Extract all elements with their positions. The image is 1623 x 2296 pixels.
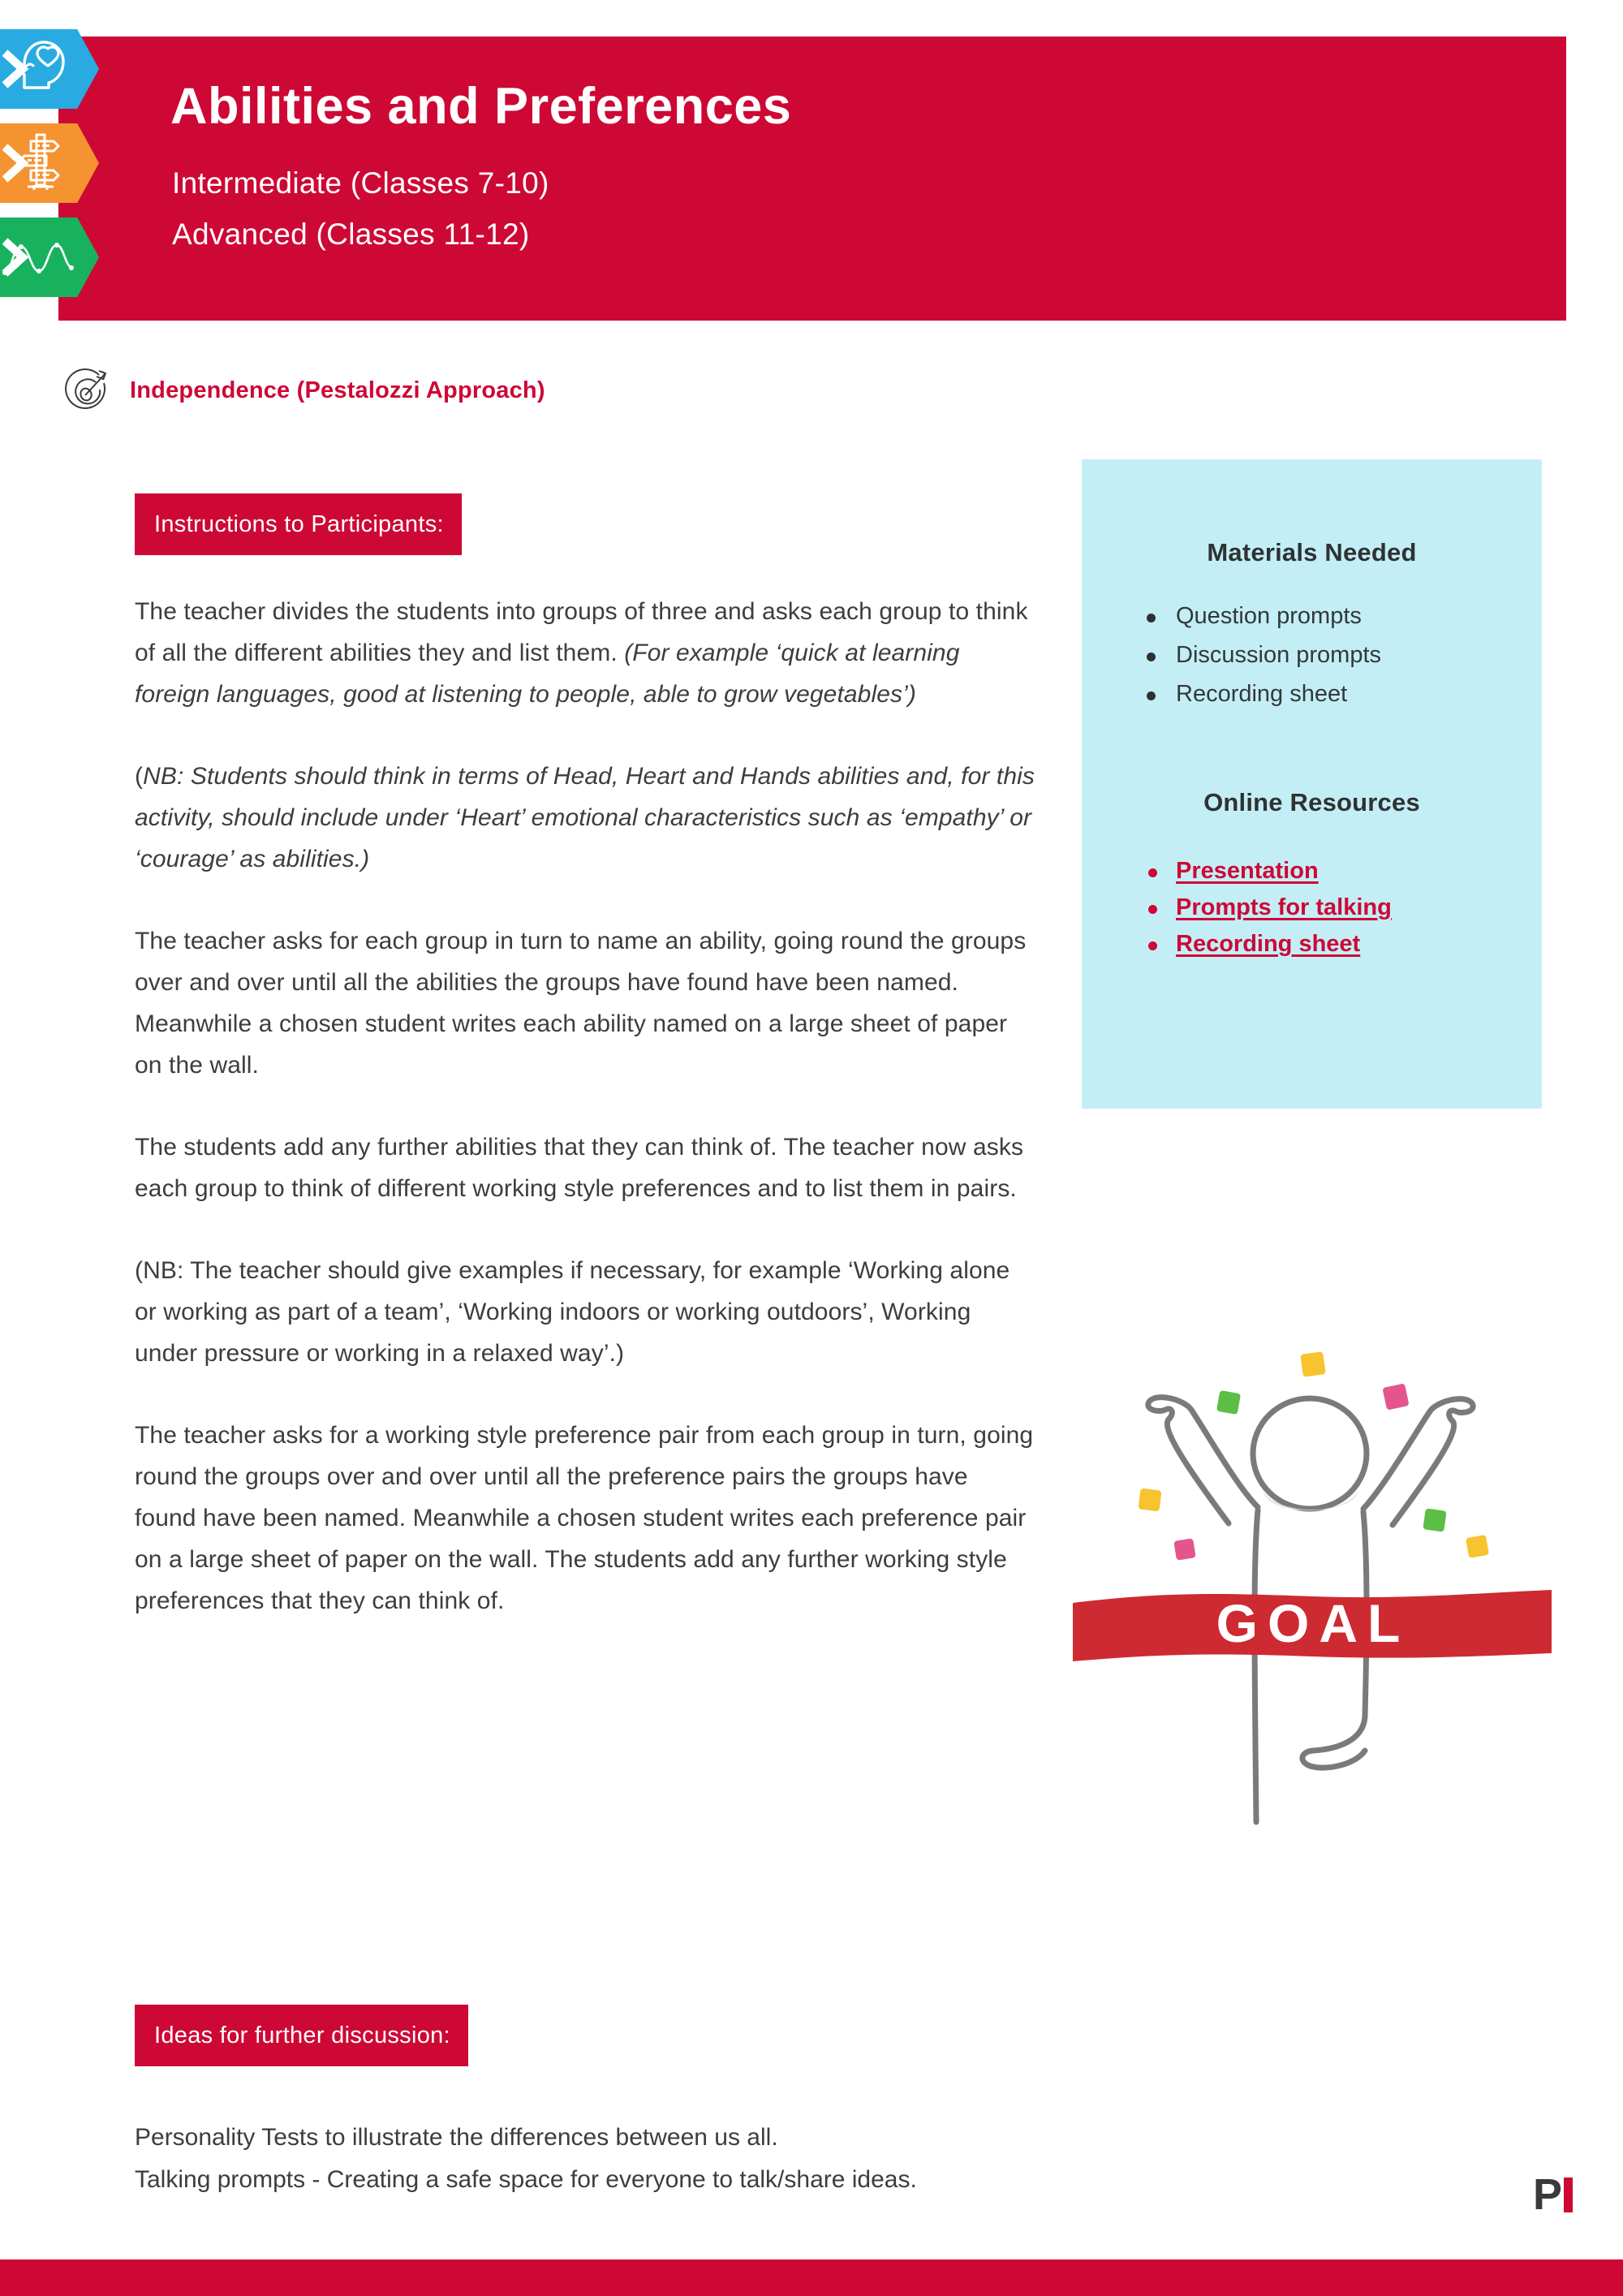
list-item: Question prompts (1176, 597, 1542, 635)
paragraph-5: (NB: The teacher should give examples if necessary, for example ‘Working alone or working as part of a team’, ‘Working indoors or working outdoors’, Working under pressure or working in a relaxed way’.) (135, 1257, 1010, 1367)
list-item: Recording sheet (1176, 674, 1542, 713)
section-heading-label: Independence (Pestalozzi Approach) (130, 377, 545, 403)
list-item: Discussion prompts (1176, 635, 1542, 674)
online-resources-heading: Online Resources (1203, 788, 1420, 816)
discussion-line-1: Personality Tests to illustrate the differences between us all. (135, 2124, 778, 2151)
footer-bar (0, 2259, 1623, 2296)
list-item (1176, 890, 1542, 926)
paragraph-2 (135, 756, 1035, 880)
brand-logo (1532, 2170, 1573, 2219)
resource-link-prompts-for-talking[interactable]: Prompts for talking (1176, 894, 1392, 920)
paragraph-3: The teacher asks for each group in turn to name an ability, going round the groups over and over until all the abilities the groups have found have been named. Meanwhile a chosen student writes each ability named on a large sheet of paper on the wall. (135, 928, 1027, 1079)
chevron-right-icon (0, 238, 29, 277)
resource-link-recording-sheet[interactable]: Recording sheet (1176, 931, 1361, 957)
chevron-right-icon (0, 50, 29, 88)
section-heading (63, 365, 545, 416)
discussion-line-2: Talking prompts - Creating a safe space for everyone to talk/share ideas. (135, 2166, 917, 2193)
target-arrow-icon (63, 365, 114, 416)
header-subtitle-intermediate: Intermediate (Classes 7-10) (172, 166, 549, 200)
list-item (1176, 853, 1542, 890)
ideas-banner: Ideas for further discussion: (135, 2005, 468, 2066)
materials-heading: Materials Needed (1207, 538, 1417, 566)
paragraph-1-plain: The teacher divides the students into groups of three and asks each group to think of all the different abilities they and list them. (135, 598, 1028, 666)
logo-letter-p: P (1532, 2170, 1561, 2219)
paragraph-6: The teacher asks for a working style preference pair from each group in turn, going round the groups over and over until all the preference pairs the groups have found have been named. Meanwhile a chosen student writes each preference pair on a large sheet of paper on the wall. The students add any further working style preferences that they can think of. (135, 1422, 1034, 1614)
paragraph-1 (135, 591, 1035, 715)
paragraph-2-italic: NB: Students should think in terms of Head, Heart and Hands abilities and, for this activity, should include under ‘Heart’ emotional characteristics such as ‘empathy’ or ‘courage’ as abilities.) (135, 763, 1035, 872)
resource-link-presentation[interactable]: Presentation (1176, 858, 1319, 884)
list-item (1176, 926, 1542, 963)
instructions-body (135, 591, 1035, 1662)
online-resources-list (1082, 853, 1542, 963)
paragraph-2-plain: ( (135, 763, 144, 790)
goal-finish-line-illustration (1070, 1335, 1556, 1830)
materials-list (1082, 597, 1542, 713)
paragraph-1-italic: (For example ‘quick at learning foreign languages, good at listening to people, able to grow vegetables’) (135, 640, 960, 708)
confetti-group (1139, 1351, 1490, 1561)
chevron-right-icon (0, 144, 29, 183)
header-subtitle-advanced: Advanced (Classes 11-12) (172, 218, 530, 251)
goal-tape-label: GOAL (1216, 1593, 1410, 1653)
materials-sidebar (1082, 459, 1542, 1109)
instructions-banner: Instructions to Participants: (135, 493, 462, 555)
discussion-body (135, 2117, 1514, 2201)
logo-accent-bar (1564, 2178, 1573, 2212)
page-title: Abilities and Preferences (170, 78, 792, 135)
paragraph-4: The students add any further abilities that they can think of. The teacher now asks each group to think of different working style preferences and to list them in pairs. (135, 1134, 1024, 1202)
